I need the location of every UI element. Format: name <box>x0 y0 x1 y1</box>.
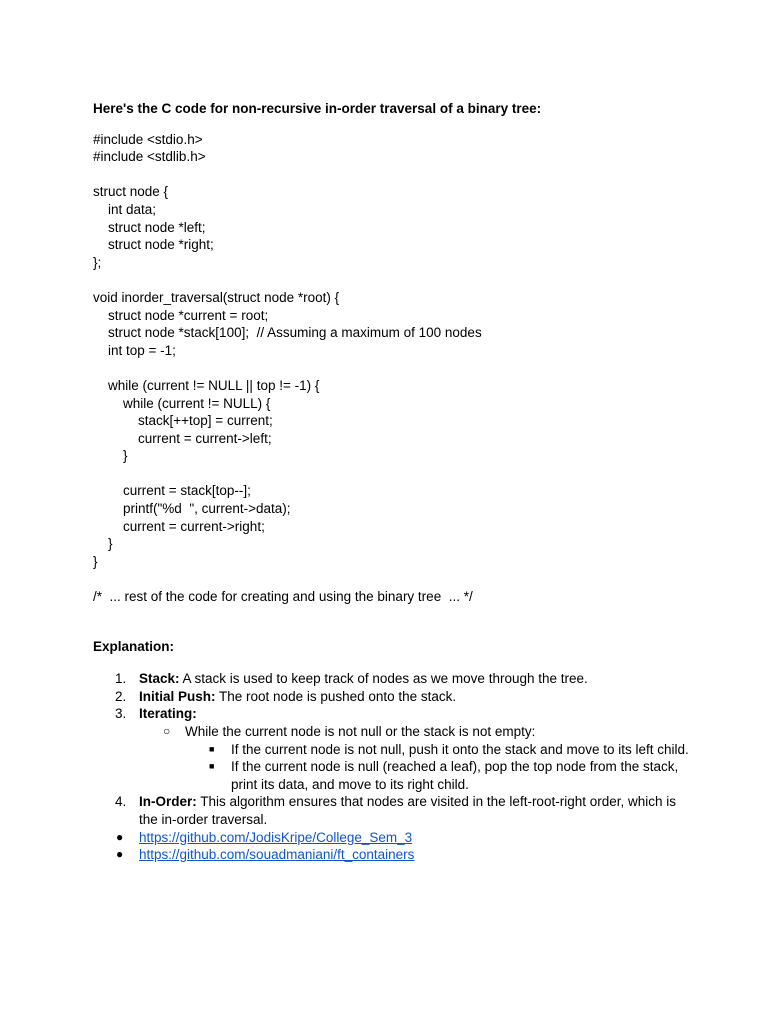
list-item-text: While the current node is not null or the stack is not empty: <box>185 724 536 739</box>
github-link-ft-containers[interactable]: https://github.com/souadmaniani/ft_containers <box>139 847 415 863</box>
code-line: }; <box>93 254 102 270</box>
code-line: } <box>93 553 98 569</box>
list-item-iterating <box>93 705 693 723</box>
list-number: 1. <box>115 671 127 687</box>
list-item-in-order <box>93 793 693 828</box>
term-label: In-Order: <box>139 794 197 810</box>
list-item-while-condition <box>93 723 693 741</box>
list-item-text: If the current node is null (reached a leaf), pop the top node from the stack, print its data, and move to its right child. <box>231 759 679 792</box>
code-line: struct node *right; <box>93 237 214 253</box>
square-bullet-icon: ■ <box>209 761 215 772</box>
code-line: void inorder_traversal(struct node *root) { <box>93 289 340 305</box>
explanation-list <box>93 670 693 864</box>
term-label: Initial Push: <box>139 688 216 704</box>
code-line: struct node *current = root; <box>93 307 269 323</box>
code-line: int top = -1; <box>93 342 176 358</box>
page-heading: Here's the C code for non-recursive in-order traversal of a binary tree: <box>93 101 542 116</box>
code-line: struct node *stack[100]; // Assuming a maximum of 100 nodes <box>93 325 482 341</box>
code-line <box>93 570 693 588</box>
code-line: printf("%d ", current->data); <box>93 501 291 517</box>
list-item-link-2 <box>93 846 693 864</box>
code-line: #include <stdlib.h> <box>93 149 206 165</box>
term-description: The root node is pushed onto the stack. <box>215 688 457 704</box>
code-block <box>93 131 693 606</box>
code-line: current = current->left; <box>93 430 272 446</box>
term-description: A stack is used to keep track of nodes as we move through the tree. <box>179 671 588 687</box>
list-item-initial-push <box>93 688 693 706</box>
explanation-heading: Explanation: <box>93 638 175 654</box>
list-number: 3. <box>115 706 127 722</box>
term-label: Iterating: <box>139 706 197 722</box>
code-line: struct node { <box>93 184 169 200</box>
list-number: 2. <box>115 688 127 704</box>
term-label: Stack: <box>139 671 180 687</box>
list-item-is-null <box>93 758 693 793</box>
code-line: } <box>93 536 113 552</box>
list-item-text: If the current node is not null, push it onto the stack and move to its left child. <box>231 741 689 757</box>
code-line: #include <stdio.h> <box>93 131 203 147</box>
code-line <box>93 166 693 184</box>
code-line: current = stack[top--]; <box>93 483 251 499</box>
term-description: This algorithm ensures that nodes are visited in the left-root-right order, which is the in-order traversal. <box>139 794 676 827</box>
code-line: stack[++top] = current; <box>93 413 273 429</box>
code-line: while (current != NULL || top != -1) { <box>93 377 320 393</box>
code-line <box>93 271 693 289</box>
disc-bullet-icon: ● <box>116 829 124 844</box>
code-line: struct node *left; <box>93 219 206 235</box>
code-line: } <box>93 448 128 464</box>
document-page <box>93 100 693 864</box>
code-line: int data; <box>93 201 157 217</box>
disc-bullet-icon: ● <box>116 847 124 862</box>
list-item-stack <box>93 670 693 688</box>
circle-bullet-icon: ○ <box>163 724 171 738</box>
code-line <box>93 359 693 377</box>
code-line: current = current->right; <box>93 518 265 534</box>
code-line: while (current != NULL) { <box>93 395 271 411</box>
code-line: /* ... rest of the code for creating and using the binary tree ... */ <box>93 589 473 605</box>
github-link-college-sem-3[interactable]: https://github.com/JodisKripe/College_Sem_3 <box>139 829 413 845</box>
code-line <box>93 465 693 483</box>
list-item-not-null <box>93 741 693 759</box>
list-number: 4. <box>115 794 127 810</box>
list-item-link-1 <box>93 829 693 847</box>
square-bullet-icon: ■ <box>209 743 215 754</box>
